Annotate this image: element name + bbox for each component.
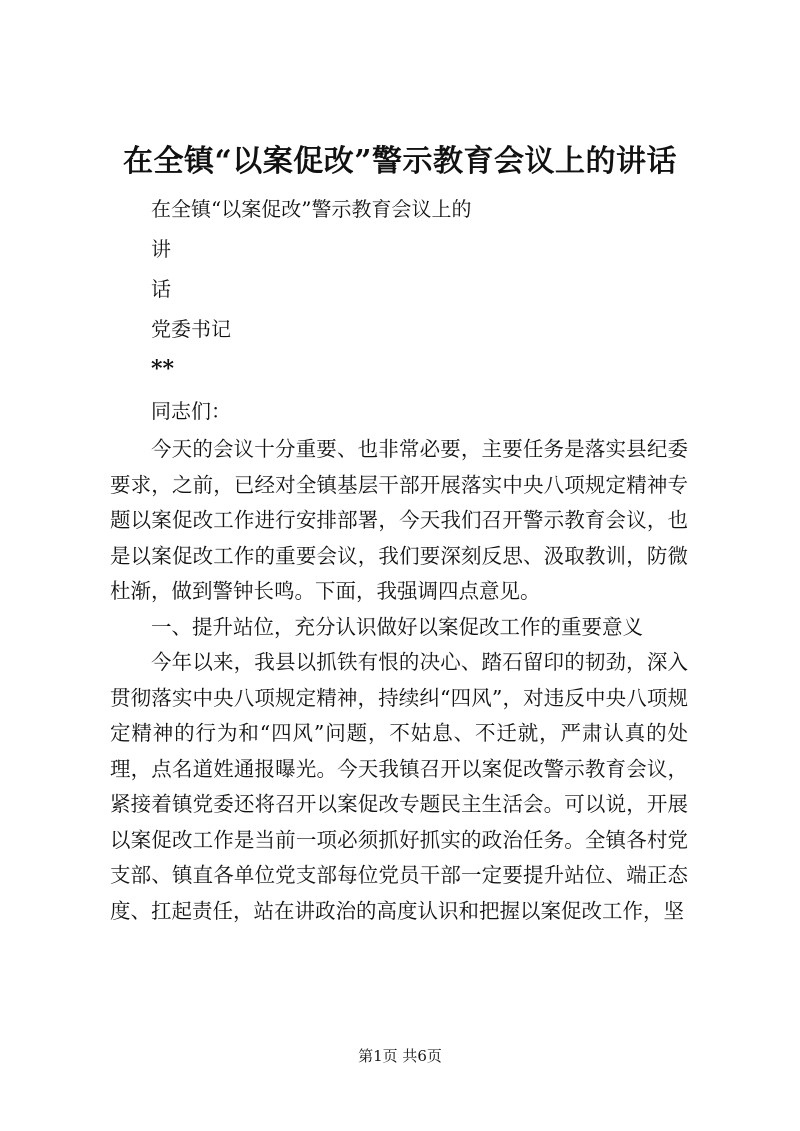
subtitle-line: 在全镇“以案促改”警示教育会议上的	[151, 197, 472, 221]
subtitle-line: 讲	[151, 237, 171, 261]
speaker-name: **	[151, 356, 175, 382]
document-title: 在全镇“以案促改”警示教育会议上的讲话	[122, 144, 677, 179]
subtitle-line: 话	[151, 277, 171, 301]
salutation: 同志们：	[151, 399, 231, 423]
speaker-role: 党委书记	[151, 317, 231, 341]
body-paragraph: 今年以来，我县以抓铁有恨的决心、踏石留印的韧劲，深入贯彻落实中央八项规定精神，持续纠“四风”，对违反中央八项规定精神的行为和“四风”问题，不姑息、不迁就，严肃认真的处理，点名道姓通报曝光。今天我镇召开以案促改警示教育会议，紧接着镇党委还将召开以案促改专题民主生活会。可以说，开展以案促改工作是当前一项必须抓好抓实的政治任务。全镇各村党支部、镇直各单位党支部每位党员干部一定要提升站位、端正态度、扛起责任，站在讲政治的高度认识和把握以案促改工作，坚	[110, 650, 688, 923]
section-heading: 一、提升站位，充分认识做好以案促改工作的重要意义	[151, 615, 643, 639]
body-paragraph: 今天的会议十分重要、也非常必要，主要任务是落实县纪委要求，之前，已经对全镇基层干部开展落实中央八项规定精神专题以案促改工作进行安排部署，今天我们召开警示教育会议，也是以案促改工作的重要会议，我们要深刻反思、汲取教训，防微杜渐，做到警钟长鸣。下面，我强调四点意见。	[110, 437, 688, 603]
page-footer: 第1页 共6页	[358, 1047, 442, 1065]
